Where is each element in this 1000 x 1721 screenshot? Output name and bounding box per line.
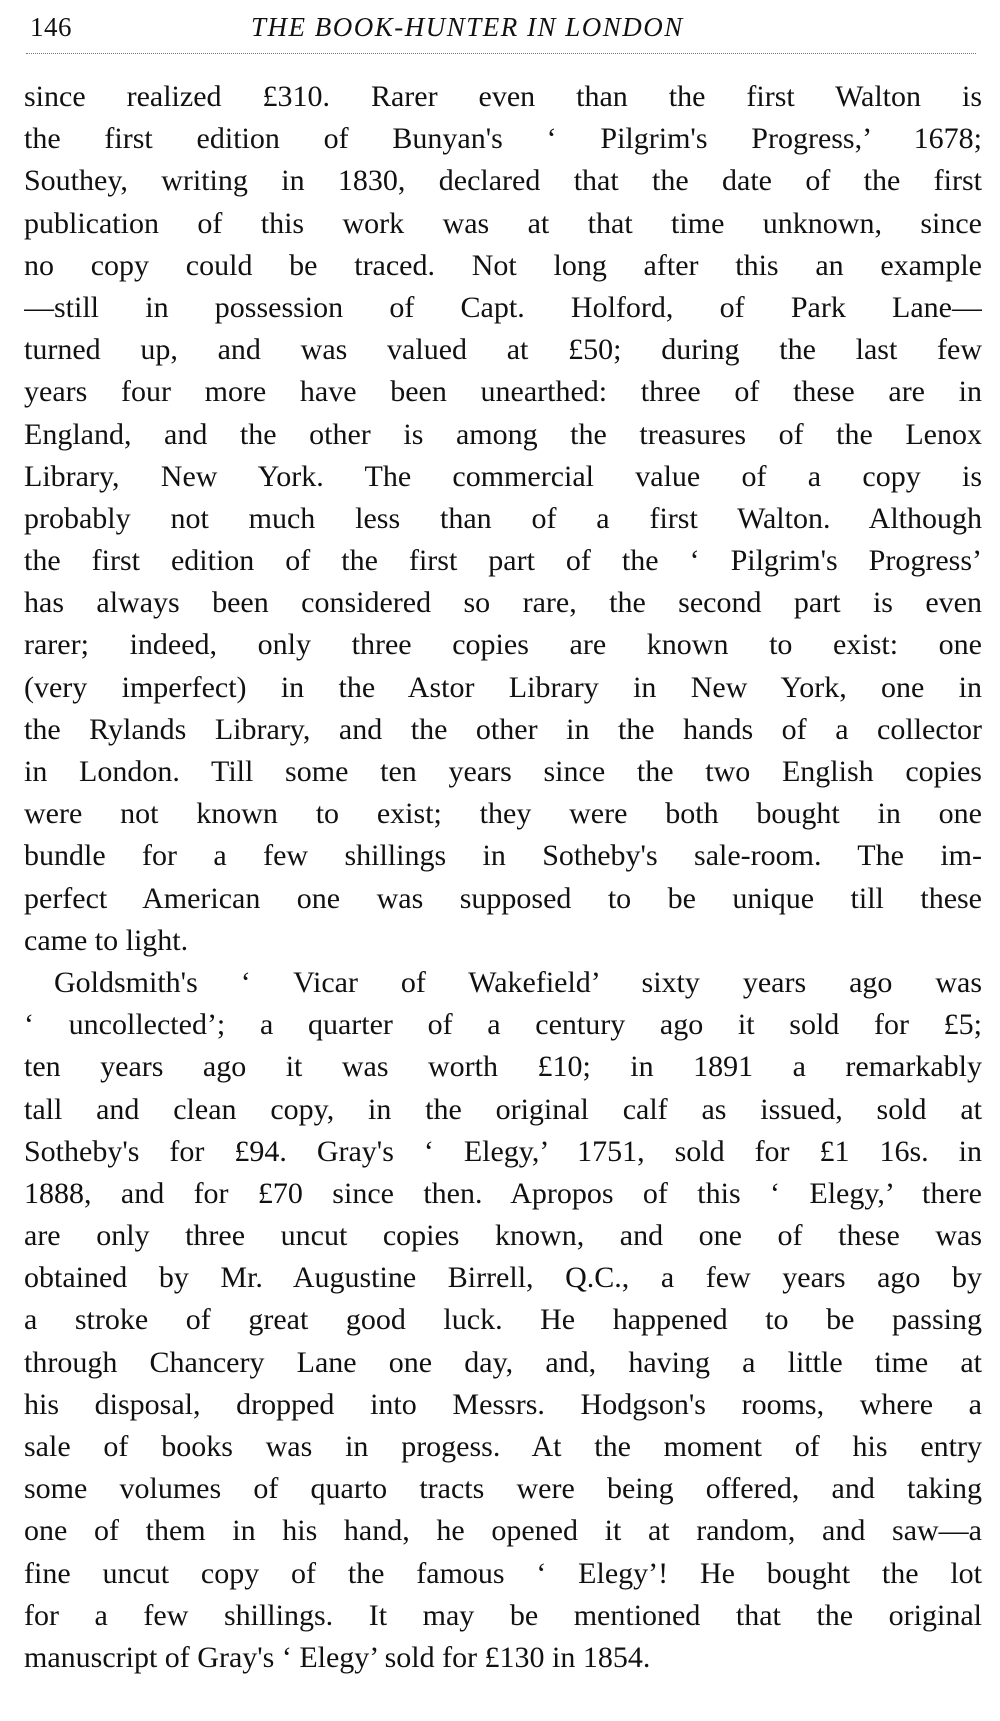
text-line: publication of this work was at that time unknown, since: [24, 206, 982, 240]
text-line: the first edition of Bunyan's ‘ Pilgrim's Progress,’ 1678;: [24, 122, 982, 156]
text-line: for a few shillings. It may be mentioned that the original: [24, 1598, 982, 1632]
text-line: Library, New York. The commercial value of a copy is: [24, 459, 982, 493]
text-line: are only three uncut copies known, and one of these was: [24, 1219, 982, 1253]
text-line: his disposal, dropped into Messrs. Hodgson's rooms, where a: [24, 1387, 982, 1421]
header-rule: [26, 53, 976, 54]
text-line: —still in possession of Capt. Holford, of Park Lane—: [24, 290, 982, 324]
text-line: no copy could be traced. Not long after this an example: [24, 248, 982, 282]
text-line: sale of books was in progess. At the moment of his entry: [24, 1430, 982, 1463]
text-line: (very imperfect) in the Astor Library in New York, one in: [24, 670, 982, 704]
text-line: has always been considered so rare, the second part is even: [24, 586, 982, 620]
text-line: years four more have been unearthed: three of these are in: [24, 375, 982, 409]
text-line: were not known to exist; they were both bought in one: [24, 797, 982, 831]
text-line: Sotheby's for £94. Gray's ‘ Elegy,’ 1751, sold for £1 16s. in: [24, 1134, 982, 1168]
page-number: 146: [30, 12, 72, 42]
text-line: the first edition of the first part of the ‘ Pilgrim's Progress’: [24, 544, 982, 578]
text-line: England, and the other is among the treasures of the Lenox: [24, 417, 982, 451]
running-title: THE BOOK-HUNTER IN LONDON: [251, 12, 684, 42]
text-line: some volumes of quarto tracts were being offered, and taking: [24, 1472, 982, 1506]
paragraph-2: [24, 962, 982, 1679]
text-line: 1888, and for £70 since then. Apropos of this ‘ Elegy,’ there: [24, 1176, 982, 1210]
running-head: [26, 10, 976, 50]
text-line: perfect American one was supposed to be unique till these: [24, 881, 982, 915]
text-line: tall and clean copy, in the original calf as issued, sold at: [24, 1092, 982, 1126]
text-line: manuscript of Gray's ‘ Elegy’ sold for £130 in 1854.: [24, 1640, 651, 1674]
text-line: since realized £310. Rarer even than the first Walton is: [24, 80, 982, 113]
text-line: ‘ uncollected’; a quarter of a century ago it sold for £5;: [24, 1008, 982, 1042]
text-line: rarer; indeed, only three copies are known to exist: one: [24, 628, 982, 662]
text-line: one of them in his hand, he opened it at random, and saw—a: [24, 1514, 982, 1548]
text-line: ten years ago it was worth £10; in 1891 a remarkably: [24, 1050, 982, 1084]
text-line: Goldsmith's ‘ Vicar of Wakefield’ sixty years ago was: [54, 965, 982, 999]
text-line: turned up, and was valued at £50; during the last few: [24, 333, 982, 367]
text-line: probably not much less than of a first Walton. Although: [24, 501, 982, 535]
text-line: in London. Till some ten years since the two English copies: [24, 755, 982, 788]
paragraph-1: [24, 76, 982, 962]
text-line: obtained by Mr. Augustine Birrell, Q.C., a few years ago by: [24, 1261, 982, 1295]
text-line: through Chancery Lane one day, and, having a little time at: [24, 1345, 982, 1379]
body-text: [24, 76, 982, 1679]
text-line: the Rylands Library, and the other in the hands of a collector: [24, 712, 982, 746]
text-line: came to light.: [24, 923, 189, 957]
text-line: Southey, writing in 1830, declared that the date of the first: [24, 164, 982, 198]
text-line: a stroke of great good luck. He happened to be passing: [24, 1303, 982, 1337]
text-line: bundle for a few shillings in Sotheby's sale-room. The im-: [24, 839, 982, 873]
text-line: fine uncut copy of the famous ‘ Elegy’! He bought the lot: [24, 1556, 982, 1590]
